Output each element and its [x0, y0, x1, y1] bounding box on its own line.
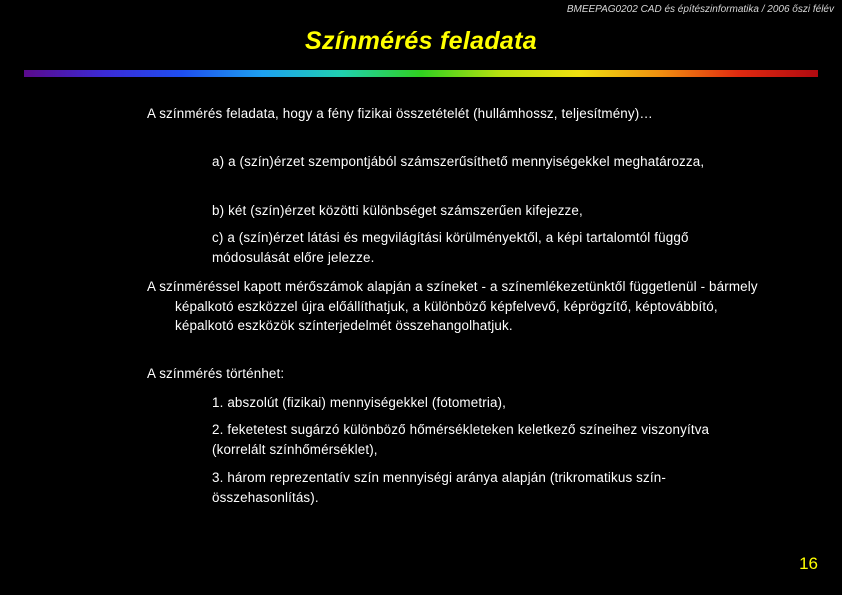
paragraph-methods: A színmérés történhet: [147, 366, 285, 381]
header-note: BMEEPAG0202 CAD és építészinformatika / 2006 őszi félév [566, 4, 834, 15]
slide-title: Színmérés feladata [305, 27, 537, 55]
method-item-3: 3. három reprezentatív szín mennyiségi aránya alapján (trikromatikus szín-összehasonlítás). [212, 470, 666, 505]
sub-item-c: c) a (szín)érzet látási és megvilágítási körülményektől, a képi tartalomtól függő módosulását előre jelezze. [212, 230, 689, 265]
sub-item-a: a) a (szín)érzet szempontjából számszerűsíthető mennyiségekkel meghatározza, [212, 154, 705, 169]
paragraph-purpose: A színmérés feladata, hogy a fény fizikai összetételét (hullámhossz, teljesítmény)… [147, 106, 653, 121]
page-number: 16 [799, 554, 818, 573]
method-item-2: 2. feketetest sugárzó különböző hőmérsékleteken keletkező színeihez viszonyítva (korrelált színhőmérséklet), [212, 422, 710, 457]
paragraph-reproduction: A színméréssel kapott mérőszámok alapján a színeket - a színemlékezetünktől függetlenül - bármely képalkotó eszközzel újra előállíthatjuk, a különböző képfelvevő, képrögzítő, képtovábbító, képalkotó eszközök színterjedelmét összehangolhatjuk. [147, 279, 758, 334]
method-item-1: 1. abszolút (fizikai) mennyiségekkel (fotometria), [212, 395, 507, 410]
rainbow-divider [24, 70, 818, 77]
sub-item-b: b) két (szín)érzet közötti különbséget számszerűen kifejezze, [212, 203, 583, 218]
